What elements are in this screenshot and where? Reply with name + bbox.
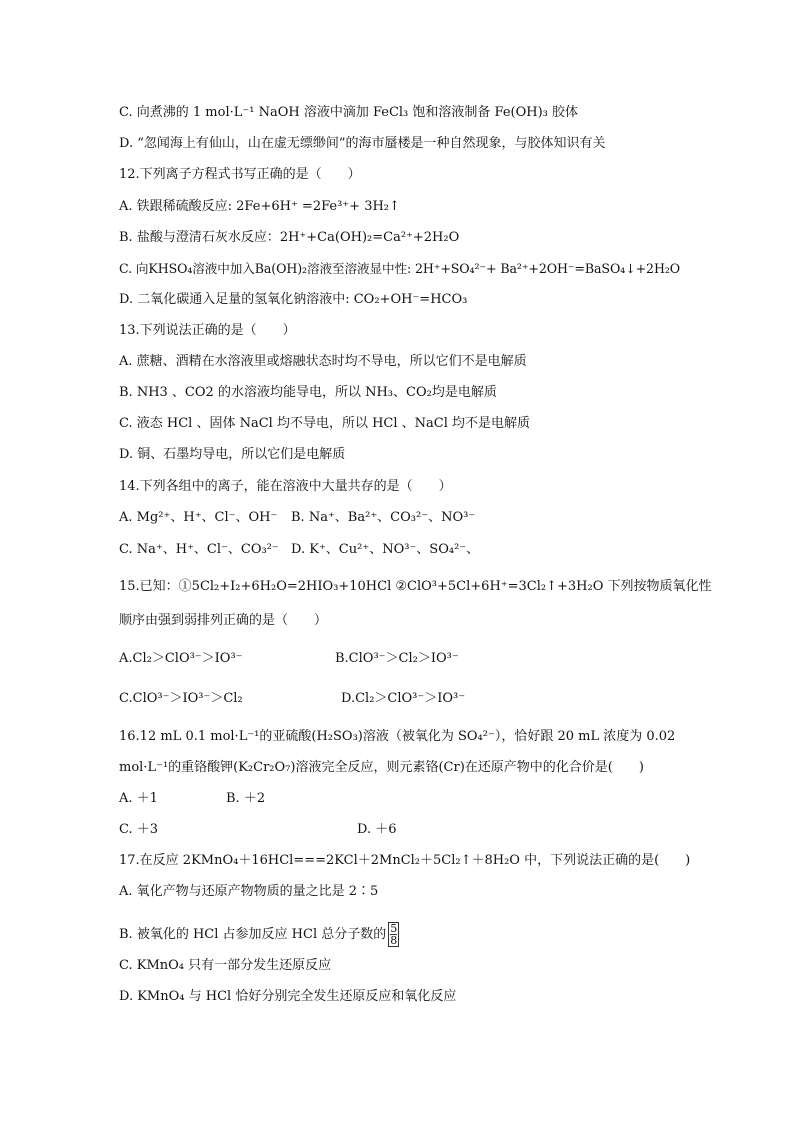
q16-stem-line-2: mol·L⁻¹的重铬酸钾(K₂Cr₂O₇)溶液完全反应，则元素铬(Cr)在还原产物中的化合价是( ) xyxy=(119,760,644,775)
q15-row-1 xyxy=(119,650,684,668)
q13-option-a: A. 蔗糖、酒精在水溶液里或熔融状态时均不导电，所以它们不是电解质 xyxy=(119,354,527,369)
q15-option-c: C.ClO³⁻＞IO³⁻＞Cl₂ xyxy=(119,691,243,706)
q15-option-d: D.Cl₂＞ClO³⁻＞IO³⁻ xyxy=(341,691,466,706)
q16-option-d: D. ＋6 xyxy=(357,822,397,837)
q16-stem-line-1: 16.12 mL 0.1 mol·L⁻¹的亚硫酸(H₂SO₃)溶液（被氧化为 SO₄²⁻），恰好跟 20 mL 浓度为 0.02 xyxy=(119,729,676,744)
fraction-numerator: 5 xyxy=(390,922,398,935)
q15-stem-line-2: 顺序由强到弱排列正确的是（ ） xyxy=(119,613,328,628)
q12-option-c: C. 向KHSO₄溶液中加入Ba(OH)₂溶液至溶液显中性: 2H⁺+SO₄²⁻+ Ba²⁺+2OH⁻=BaSO₄↓+2H₂O xyxy=(119,261,681,276)
q17-option-c: C. KMnO₄ 只有一部分发生还原反应 xyxy=(119,958,332,973)
q17-option-b xyxy=(119,922,684,947)
q15-row-2 xyxy=(119,690,684,708)
q13-option-b: B. NH3 、CO2 的水溶液均能导电，所以 NH₃、CO₂均是电解质 xyxy=(119,385,497,400)
q16-row-1 xyxy=(119,790,684,808)
q14-stem: 14.下列各组中的离子，能在溶液中大量共存的是（ ） xyxy=(119,479,452,494)
q17-option-a: A. 氧化产物与还原产物物质的量之比是 2∶5 xyxy=(119,884,379,899)
q16-option-c: C. ＋3 xyxy=(119,822,159,837)
q16-option-b: B. ＋2 xyxy=(226,791,266,806)
q14-row-1 xyxy=(119,509,684,527)
q17-stem: 17.在反应 2KMnO₄＋16HCl===2KCl＋2MnCl₂＋5Cl₂↑＋8H₂O 中，下列说法正确的是( ) xyxy=(119,853,691,868)
q15-option-a: A.Cl₂＞ClO³⁻＞IO³⁻ xyxy=(119,651,243,666)
q14-option-a: A. Mg²⁺、H⁺、Cl⁻、OH⁻ xyxy=(119,510,278,525)
fraction-denominator: 8 xyxy=(390,934,398,947)
q17-option-b-text: B. 被氧化的 HCl 占参加反应 HCl 总分子数的 xyxy=(119,927,387,942)
q14-option-b: B. Na⁺、Ba²⁺、CO₃²⁻、NO³⁻ xyxy=(291,510,476,525)
q16-row-2 xyxy=(119,821,684,839)
q12-stem: 12.下列离子方程式书写正确的是（ ） xyxy=(119,167,361,182)
fraction-box xyxy=(388,922,399,947)
q12-option-d: D. 二氧化碳通入足量的氢氧化钠溶液中: CO₂+OH⁻=HCO₃ xyxy=(119,292,468,307)
q15-stem-line-1: 15.已知：①5Cl₂+I₂+6H₂O=2HIO₃+10HCl ②ClO³+5Cl+6H⁺=3Cl₂↑+3H₂O 下列按物质氧化性 xyxy=(119,579,712,594)
q14-option-c: C. Na⁺、H⁺、Cl⁻、CO₃²⁻ xyxy=(119,542,279,557)
q14-option-d: D. K⁺、Cu²⁺、NO³⁻、SO₄²⁻、 xyxy=(291,542,480,557)
q12-option-a: A. 铁跟稀硫酸反应: 2Fe+6H⁺ =2Fe³⁺+ 3H₂↑ xyxy=(119,199,400,214)
q11-option-d: D. “忽闻海上有仙山，山在虚无缥缈间”的海市蜃楼是一种自然现象，与胶体知识有关 xyxy=(119,136,606,151)
q11-option-c: C. 向煮沸的 1 mol·L⁻¹ NaOH 溶液中滴加 FeCl₃ 饱和溶液制备 Fe(OH)₃ 胶体 xyxy=(119,105,579,120)
q12-option-b: B. 盐酸与澄清石灰水反应：2H⁺+Ca(OH)₂=Ca²⁺+2H₂O xyxy=(119,230,460,245)
q16-option-a: A. ＋1 xyxy=(119,791,158,806)
q13-option-c: C. 液态 HCl 、固体 NaCl 均不导电，所以 HCl 、NaCl 均不是电解质 xyxy=(119,416,531,431)
q13-stem: 13.下列说法正确的是（ ） xyxy=(119,323,296,338)
q15-option-b: B.ClO³⁻＞Cl₂＞IO³⁻ xyxy=(335,651,459,666)
q17-option-d: D. KMnO₄ 与 HCl 恰好分别完全发生还原反应和氧化反应 xyxy=(119,989,457,1004)
q14-row-2 xyxy=(119,541,684,559)
q13-option-d: D. 铜、石墨均导电，所以它们是电解质 xyxy=(119,447,346,462)
